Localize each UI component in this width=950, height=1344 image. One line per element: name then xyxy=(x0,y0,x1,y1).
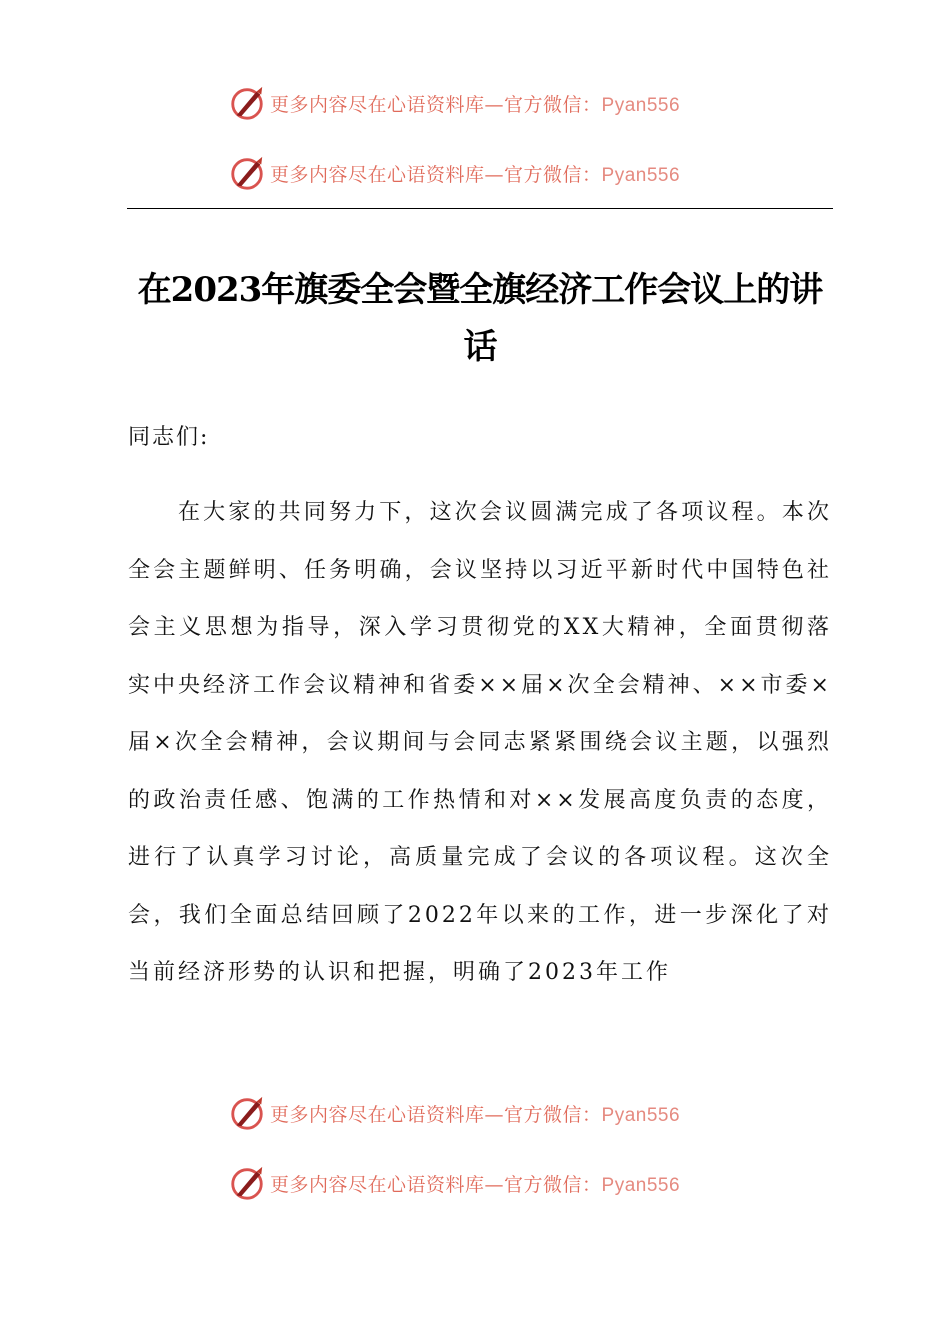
watermark-banner xyxy=(228,153,680,193)
quill-logo-icon xyxy=(228,154,266,192)
quill-logo-icon xyxy=(228,1094,266,1132)
quill-logo-icon xyxy=(228,84,266,122)
watermark-banner xyxy=(228,83,680,123)
watermark-text: 更多内容尽在心语资料库—官方微信：Pyan556 xyxy=(270,93,681,116)
watermark-text: 更多内容尽在心语资料库—官方微信：Pyan556 xyxy=(270,1173,681,1196)
document-title: 在2023年旗委全会暨全旗经济工作会议上的讲话 xyxy=(137,270,823,367)
quill-logo-icon xyxy=(228,1164,266,1202)
watermark-text: 更多内容尽在心语资料库—官方微信：Pyan556 xyxy=(270,163,681,186)
watermark-text: 更多内容尽在心语资料库—官方微信：Pyan556 xyxy=(270,1103,681,1126)
header-divider xyxy=(127,208,833,209)
body-paragraph: 在大家的共同努力下，这次会议圆满完成了各项议程。本次全会主题鲜明、任务明确，会议坚持以习近平新时代中国特色社会主义思想为指导，深入学习贯彻党的XX大精神，全面贯彻落实中央经济工作会议精神和省委××届×次全会精神、××市委×届×次全会精神，会议期间与会同志紧紧围绕会议主题，以强烈的政治责任感、饱满的工作热情和对××发展高度负责的态度，进行了认真学习讨论，高质量完成了会议的各项议程。这次全会，我们全面总结回顾了2022年以来的工作，进一步深化了对当前经济形势的认识和把握，明确了2023年工作 xyxy=(128,500,832,985)
greeting: 同志们: xyxy=(128,425,210,450)
watermark-banner xyxy=(228,1163,680,1203)
watermark-banner xyxy=(228,1093,680,1133)
